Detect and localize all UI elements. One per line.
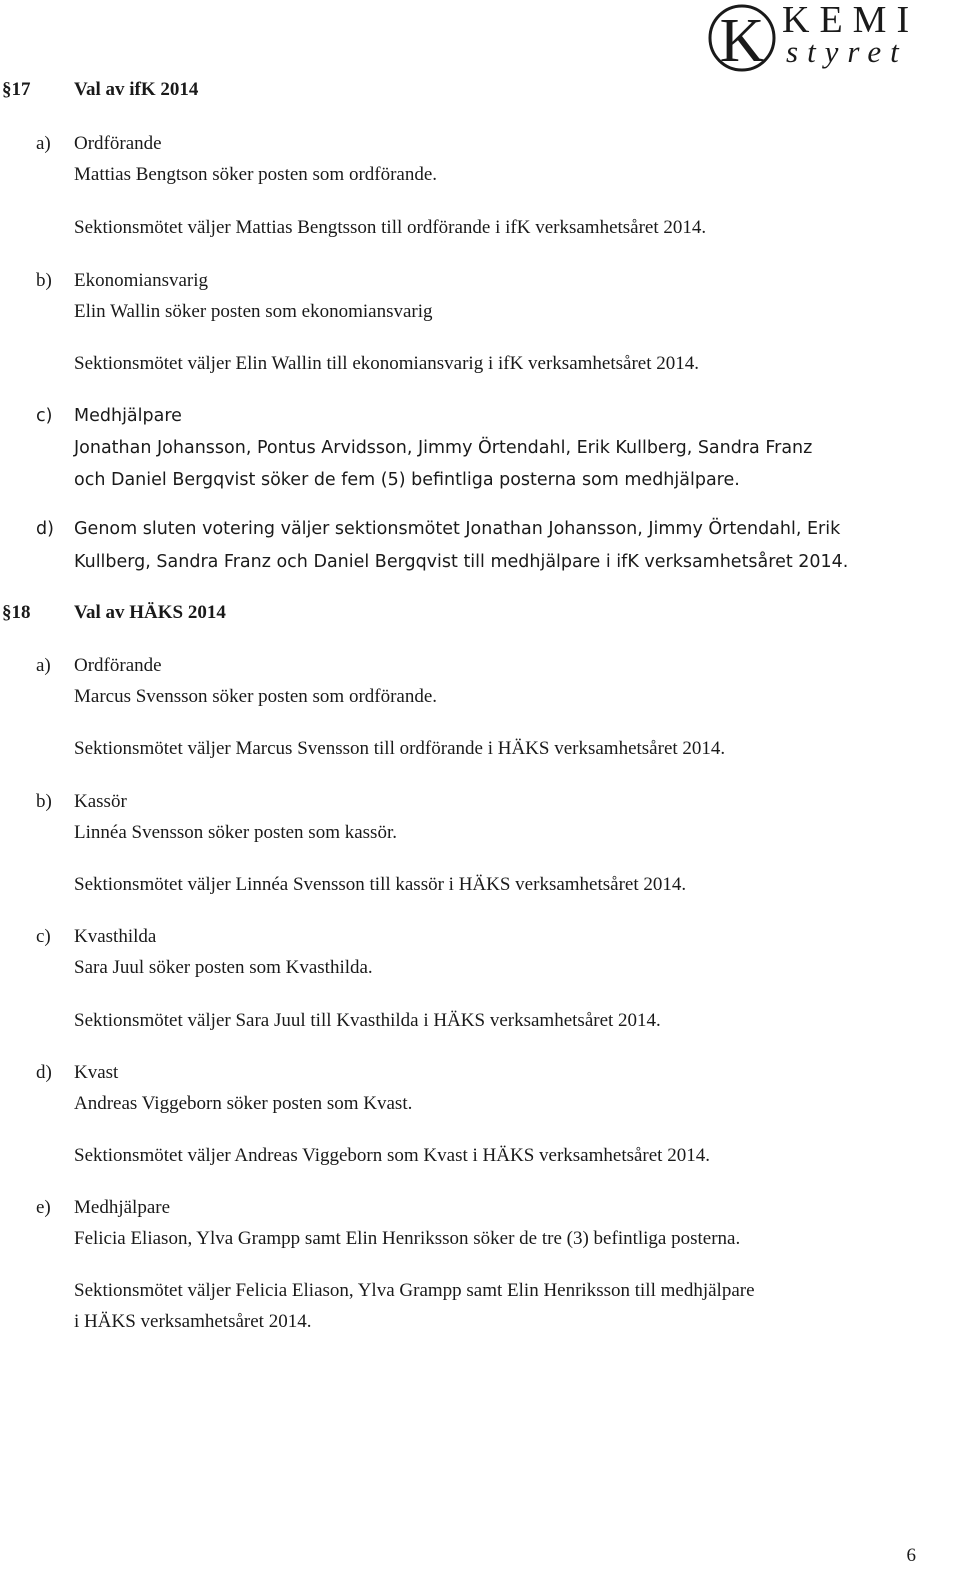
decision-text: Sektionsmötet väljer Linnéa Svensson till kassör i HÄKS verksamhetsåret 2014. xyxy=(74,874,687,895)
item-heading: Kvasthilda xyxy=(74,926,157,947)
item-text: Andreas Viggeborn söker posten som Kvast. xyxy=(74,1093,413,1114)
item-letter: e) xyxy=(36,1197,51,1218)
logo-emblem-icon xyxy=(706,3,782,73)
logo-line2: styret xyxy=(786,34,908,69)
decision-text: Sektionsmötet väljer Marcus Svensson till ordförande i HÄKS verksamhetsåret 2014. xyxy=(74,738,726,759)
section-title: Val av HÄKS 2014 xyxy=(74,602,226,623)
item-text: och Daniel Bergqvist söker de fem (5) befintliga posterna som medhjälpare. xyxy=(74,470,740,490)
item-text: Mattias Bengtson söker posten som ordförande. xyxy=(74,164,438,185)
item-text: Elin Wallin söker posten som ekonomiansvarig xyxy=(74,301,433,322)
section-number: §17 xyxy=(2,79,31,100)
logo-letter: K xyxy=(719,7,765,73)
item-heading: Medhjälpare xyxy=(74,1197,171,1218)
item-letter: c) xyxy=(36,926,51,947)
decision-text: Kullberg, Sandra Franz och Daniel Bergqvist till medhjälpare i ifK verksamhetsåret 2014. xyxy=(74,552,849,572)
decision-text: Sektionsmötet väljer Elin Wallin till ekonomiansvarig i ifK verksamhetsåret 2014. xyxy=(74,353,699,374)
item-heading: Kvast xyxy=(74,1062,119,1083)
item-text: Genom sluten votering väljer sektionsmötet Jonathan Johansson, Jimmy Örtendahl, Erik xyxy=(74,519,841,539)
item-letter: c) xyxy=(36,406,53,426)
item-text: Linnéa Svensson söker posten som kassör. xyxy=(74,822,397,843)
section-number: §18 xyxy=(2,602,31,623)
item-letter: a) xyxy=(36,133,51,154)
item-text: Felicia Eliason, Ylva Grampp samt Elin Henriksson söker de tre (3) befintliga posterna. xyxy=(74,1228,741,1249)
logo-line1: KEMI xyxy=(782,0,920,41)
kemistyret-logo xyxy=(706,0,956,73)
item-heading: Ordförande xyxy=(74,133,162,154)
item-text: Sara Juul söker posten som Kvasthilda. xyxy=(74,957,373,978)
item-heading: Ekonomiansvarig xyxy=(74,270,209,291)
item-letter: d) xyxy=(36,519,54,539)
decision-text: Sektionsmötet väljer Sara Juul till Kvasthilda i HÄKS verksamhetsåret 2014. xyxy=(74,1010,661,1031)
decision-text: i HÄKS verksamhetsåret 2014. xyxy=(74,1311,312,1332)
decision-text: Sektionsmötet väljer Felicia Eliason, Ylva Grampp samt Elin Henriksson till medhjälpare xyxy=(74,1280,755,1301)
item-letter: b) xyxy=(36,270,52,291)
decision-text: Sektionsmötet väljer Andreas Viggeborn som Kvast i HÄKS verksamhetsåret 2014. xyxy=(74,1145,710,1166)
item-letter: d) xyxy=(36,1062,52,1083)
decision-text: Sektionsmötet väljer Mattias Bengtsson till ordförande i ifK verksamhetsåret 2014. xyxy=(74,217,707,238)
page-number: 6 xyxy=(906,1545,916,1566)
item-heading: Ordförande xyxy=(74,655,162,676)
item-heading: Kassör xyxy=(74,791,127,812)
section-title: Val av ifK 2014 xyxy=(74,79,199,100)
item-letter: b) xyxy=(36,791,52,812)
item-heading: Medhjälpare xyxy=(74,406,182,426)
item-text: Jonathan Johansson, Pontus Arvidsson, Jimmy Örtendahl, Erik Kullberg, Sandra Franz xyxy=(74,438,813,458)
item-text: Marcus Svensson söker posten som ordförande. xyxy=(74,686,438,707)
item-letter: a) xyxy=(36,655,51,676)
